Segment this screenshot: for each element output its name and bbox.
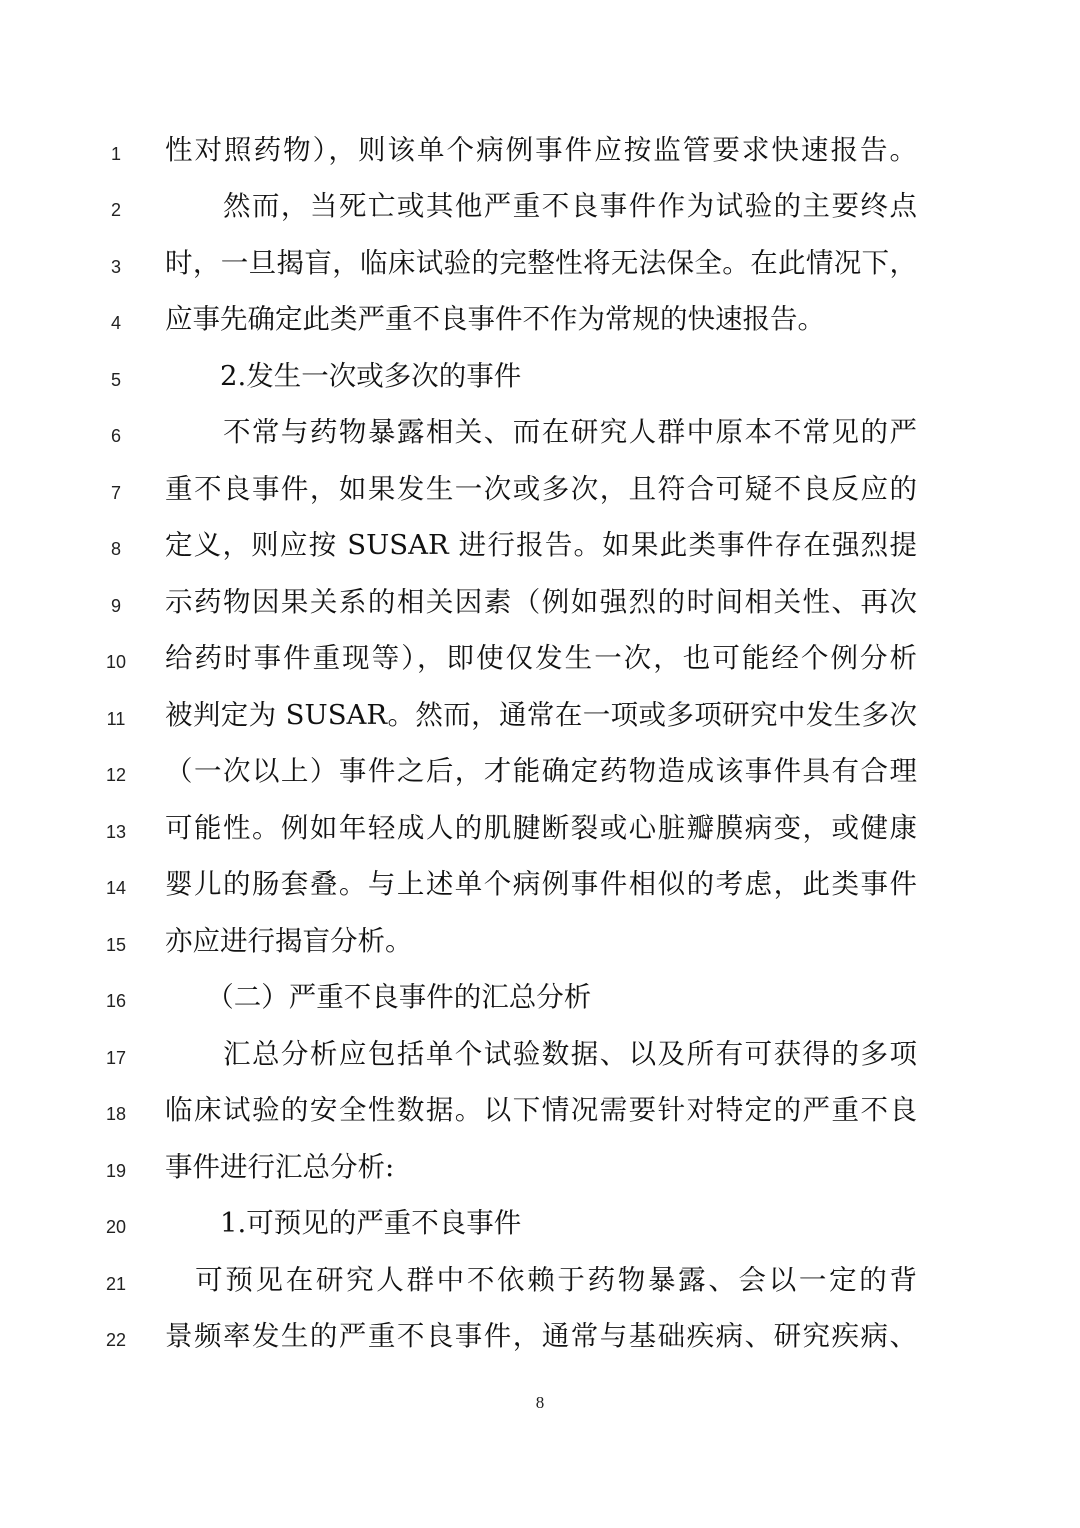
line-text: 给药时事件重现等），即使仅发生一次，也可能经个例分析 [165, 642, 917, 674]
line-text: 性对照药物），则该单个病例事件应按监管要求快速报告。 [165, 134, 917, 166]
text-line [0, 1147, 1080, 1187]
line-number: 8 [110, 539, 121, 559]
line-number: 16 [105, 991, 127, 1011]
text-line [0, 1203, 1080, 1243]
text-line [0, 751, 1080, 791]
line-text: （一次以上）事件之后，才能确定药物造成该事件具有合理 [165, 755, 917, 787]
line-text: 可预见在研究人群中不依赖于药物暴露、会以一定的背 [165, 1264, 917, 1296]
line-number: 14 [105, 878, 127, 898]
line-number: 3 [110, 257, 121, 277]
section-heading: 2.发生一次或多次的事件 [165, 360, 522, 392]
text-line [0, 525, 1080, 565]
line-number: 20 [105, 1217, 127, 1237]
text-line [0, 299, 1080, 339]
line-number: 5 [110, 370, 121, 390]
line-number: 15 [105, 935, 127, 955]
line-text: 定义，则应按 SUSAR 进行报告。如果此类事件存在强烈提 [165, 529, 917, 561]
page-number: 8 [535, 1393, 545, 1412]
text-line [0, 1260, 1080, 1300]
text-line [0, 412, 1080, 452]
line-number: 13 [105, 822, 127, 842]
line-number: 10 [105, 652, 127, 672]
text-line [0, 921, 1080, 961]
line-text: 景频率发生的严重不良事件，通常与基础疾病、研究疾病、 [165, 1320, 917, 1352]
line-number: 9 [110, 596, 121, 616]
text-line [0, 356, 1080, 396]
line-number: 11 [106, 709, 126, 729]
text-line [0, 1090, 1080, 1130]
line-number: 18 [105, 1104, 127, 1124]
line-number: 21 [105, 1274, 127, 1294]
text-line [0, 1316, 1080, 1356]
line-number: 17 [105, 1048, 127, 1068]
section-heading: 1.可预见的严重不良事件 [165, 1207, 522, 1239]
line-text: 示药物因果关系的相关因素（例如强烈的时间相关性、再次 [165, 586, 917, 618]
text-line [0, 469, 1080, 509]
text-line [0, 808, 1080, 848]
line-number: 12 [105, 765, 127, 785]
line-number: 6 [110, 426, 121, 446]
line-text: 重不良事件，如果发生一次或多次，且符合可疑不良反应的 [165, 473, 917, 505]
text-line [0, 186, 1080, 226]
line-text: 时，一旦揭盲，临床试验的完整性将无法保全。在此情况下， [165, 247, 917, 279]
line-text: 临床试验的安全性数据。以下情况需要针对特定的严重不良 [165, 1094, 917, 1126]
line-number: 4 [110, 313, 121, 333]
line-text: 然而，当死亡或其他严重不良事件作为试验的主要终点 [165, 190, 917, 222]
line-text: 亦应进行揭盲分析。 [165, 925, 413, 957]
line-text: 可能性。例如年轻成人的肌腱断裂或心脏瓣膜病变，或健康 [165, 812, 917, 844]
line-text: 应事先确定此类严重不良事件不作为常规的快速报告。 [165, 303, 825, 335]
text-line [0, 243, 1080, 283]
text-line [0, 638, 1080, 678]
text-line [0, 582, 1080, 622]
line-text: 被判定为 SUSAR。然而，通常在一项或多项研究中发生多次 [165, 699, 917, 731]
line-number: 7 [110, 483, 121, 503]
line-number: 1 [110, 144, 121, 164]
text-line [0, 1034, 1080, 1074]
line-number: 22 [105, 1330, 127, 1350]
text-line [0, 695, 1080, 735]
line-text: 汇总分析应包括单个试验数据、以及所有可获得的多项 [165, 1038, 917, 1070]
text-line [0, 130, 1080, 170]
line-text: 不常与药物暴露相关、而在研究人群中原本不常见的严 [165, 416, 917, 448]
text-line [0, 864, 1080, 904]
line-text: 事件进行汇总分析: [165, 1151, 395, 1183]
line-number: 2 [110, 200, 121, 220]
line-text: 婴儿的肠套叠。与上述单个病例事件相似的考虑，此类事件 [165, 868, 917, 900]
text-line [0, 977, 1080, 1017]
line-number: 19 [105, 1161, 127, 1181]
section-heading: （二）严重不良事件的汇总分析 [165, 981, 592, 1013]
